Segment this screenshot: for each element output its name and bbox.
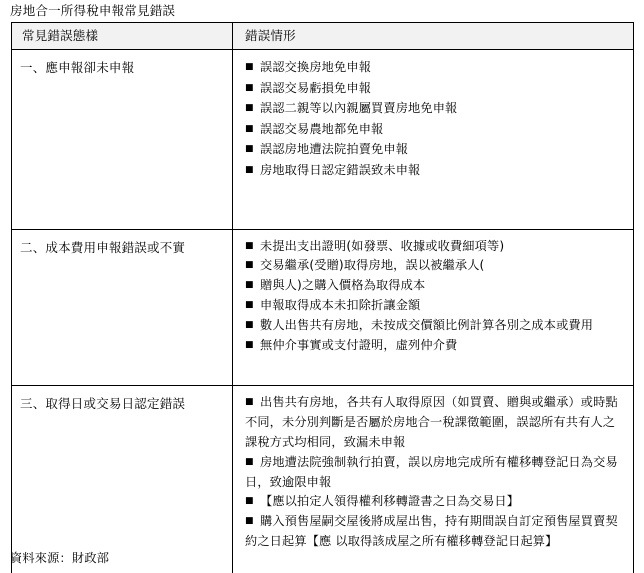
list-item — [245, 98, 623, 119]
list-item-text: 贈與人)之購入價格為取得成本 — [260, 278, 426, 293]
list-item — [245, 160, 623, 181]
source-note: 資料來源：財政部 — [10, 551, 110, 565]
category-cell — [12, 386, 233, 573]
square-bullet-icon: ■ — [245, 144, 254, 155]
list-item — [245, 256, 623, 276]
error-item-list — [233, 50, 633, 229]
square-bullet-icon: ■ — [245, 299, 254, 310]
page-title: 房地合一所得稅申報常見錯誤 — [10, 3, 176, 18]
square-bullet-icon: ■ — [245, 496, 254, 507]
list-item-text: 房地取得日認定錯誤致未申報 — [260, 162, 421, 177]
list-item-text: 【應以拍定人領得權利移轉證書之日為交易日】 — [260, 494, 520, 509]
square-bullet-icon: ■ — [245, 280, 254, 291]
list-item — [245, 276, 623, 296]
square-bullet-icon: ■ — [245, 164, 254, 175]
list-item — [245, 139, 623, 160]
list-item-text: 數人出售共有房地，未按成交價額比例計算各別之成本或費用 — [260, 317, 594, 332]
category-label: 一、應申報卻未申報 — [20, 60, 135, 75]
square-bullet-icon: ■ — [245, 456, 254, 467]
list-item — [245, 237, 623, 257]
list-item-text: 誤認二親等以內親屬買賣房地免申報 — [260, 101, 458, 116]
list-item — [245, 316, 623, 336]
list-item-text: 購入預售屋嗣交屋後將成屋出售，持有期間誤自訂定預售屋買賣契約之日起算【應 以取得該成屋之所有權移轉登記日起算】 — [245, 514, 618, 548]
table-row — [12, 50, 634, 230]
row-spacer — [245, 355, 623, 377]
list-item-text: 無仲介事實或支付證明，虛列仲介費 — [260, 337, 458, 352]
list-item-text: 交易繼承(受贈)取得房地，誤以被繼承人( — [260, 258, 485, 273]
list-item — [245, 393, 623, 452]
header-cell-category — [12, 23, 233, 50]
list-item — [245, 119, 623, 140]
list-item-text: 申報取得成本未扣除折讓金額 — [260, 297, 421, 312]
category-label: 二、成本費用申報錯誤或不實 — [20, 239, 186, 255]
detail-cell — [233, 229, 634, 386]
list-item — [245, 492, 623, 512]
common-errors-table — [11, 22, 634, 573]
square-bullet-icon: ■ — [245, 319, 254, 330]
table-row — [12, 386, 634, 573]
square-bullet-icon: ■ — [245, 260, 254, 271]
category-cell — [12, 229, 233, 386]
header-label-category: 常見錯誤態樣 — [22, 28, 99, 43]
category-label: 三、取得日或交易日認定錯誤 — [20, 396, 186, 412]
list-item-text: 出售共有房地，各共有人取得原因（如買賣、贈與或繼承）或時點不同，未分別判斷是否屬於房地合一稅課徵範圍，誤認所有共有人之課稅方式均相同，致漏未申報 — [245, 395, 618, 449]
list-item-text: 房地遭法院強制執行拍賣，誤以房地完成所有權移轉登記日為交易日，致逾限申報 — [245, 454, 618, 489]
square-bullet-icon: ■ — [245, 123, 254, 134]
error-item-list — [233, 230, 633, 386]
list-item-text: 誤認房地遭法院拍賣免申報 — [260, 142, 409, 157]
row-spacer — [245, 181, 623, 221]
list-item — [245, 336, 623, 356]
list-item — [245, 296, 623, 316]
category-cell — [12, 50, 233, 230]
list-item-text: 誤認交易農地都免申報 — [260, 121, 384, 136]
list-item — [245, 57, 623, 78]
square-bullet-icon: ■ — [245, 62, 254, 72]
square-bullet-icon: ■ — [245, 516, 254, 527]
square-bullet-icon: ■ — [245, 339, 254, 350]
list-item-text: 誤認交易虧損免申報 — [260, 80, 372, 95]
row-spacer — [245, 552, 623, 573]
square-bullet-icon: ■ — [245, 82, 254, 93]
detail-cell — [233, 386, 634, 573]
list-item — [245, 78, 623, 99]
detail-cell — [233, 50, 634, 230]
list-item — [245, 453, 623, 493]
list-item — [245, 512, 623, 552]
list-item-text: 誤認交換房地免申報 — [260, 60, 372, 74]
list-item-text: 未提出支出證明(如發票、收據或收費細項等) — [260, 238, 505, 253]
header-label-detail: 錯誤情形 — [245, 28, 296, 43]
square-bullet-icon: ■ — [245, 397, 254, 408]
error-item-list — [233, 386, 633, 573]
header-cell-detail — [233, 23, 634, 50]
table-header-row — [12, 23, 634, 50]
table-row — [12, 229, 634, 386]
square-bullet-icon: ■ — [245, 240, 254, 251]
square-bullet-icon: ■ — [245, 103, 254, 114]
